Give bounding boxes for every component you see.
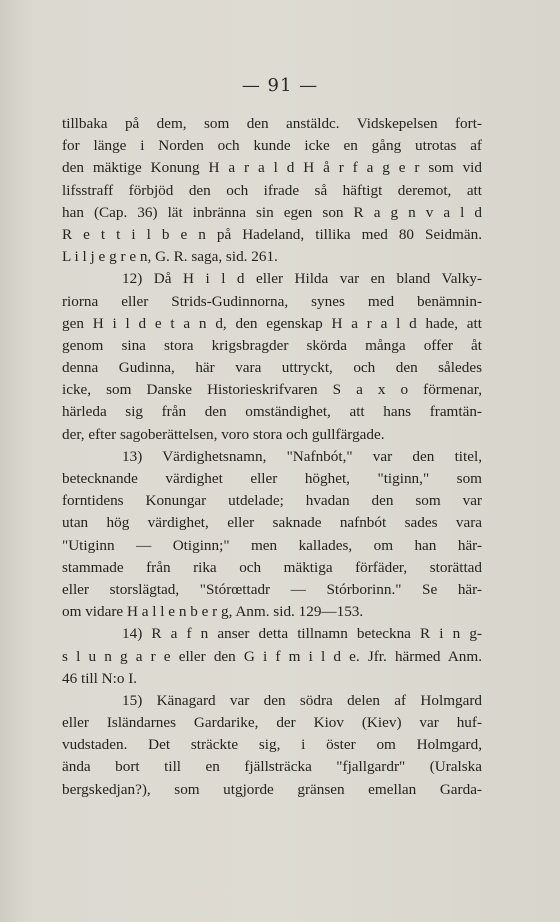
text-line: den mäktige Konung H a r a l d H å r f a g e r som vid xyxy=(62,159,482,177)
note-13-first-line: 13) Värdighetsnamn, "Nafnbót," var den titel, xyxy=(122,447,482,465)
text-line: vudstaden. Det sträckte sig, i öster om Holmgard, xyxy=(62,736,482,754)
text-line: der, efter sagoberättelsen, voro stora och gullfärgade. xyxy=(62,425,385,443)
text-line: lifsstraff förbjöd den och ifrade så häftigt deremot, att xyxy=(62,181,482,199)
text-line: 46 till N:o I. xyxy=(62,669,138,687)
text-line: om vidare H a l l e n b e r g, Anm. sid. 129—153. xyxy=(62,603,364,621)
text-line: forntidens Konungar utdelade; hvadan den som var xyxy=(62,492,482,510)
text-line: for länge i Norden och kunde icke en gång utrotas af xyxy=(62,137,482,155)
text-line: s l u n g a r e eller den G i f m i l d e. Jfr. härmed Anm. xyxy=(62,647,482,665)
text-line: härleda sig från den omständighet, att hans framtän- xyxy=(62,403,482,421)
text-line: "Utiginn — Otiginn;" men kallades, om han här- xyxy=(62,536,482,554)
note-12-first-line: 12) Då H i l d eller Hilda var en bland Valky- xyxy=(122,270,482,288)
page-number: — 91 — xyxy=(241,75,319,96)
text-line: denna Gudinna, här vara uttryckt, och den således xyxy=(62,359,482,377)
text-line: genom sina stora krigsbragder skörda många offer åt xyxy=(62,336,482,354)
text-line: icke, som Danske Historieskrifvaren S a x o förmenar, xyxy=(62,381,482,399)
note-14-first-line: 14) R a f n anser detta tillnamn betecknа R i n g- xyxy=(122,625,482,643)
text-line: R e t t i l b e n på Hadeland, tillika med 80 Seidmän. xyxy=(62,225,482,243)
text-line: betecknande värdighet eller höghet, "tiginn," som xyxy=(62,470,482,487)
text-line: bergskedjan?), som utgjorde gränsen emellan Garda- xyxy=(62,780,482,798)
text-line: stammade från rika och mäktiga förfäder, storättad xyxy=(62,558,482,576)
text-line: eller Isländarnes Gardarike, der Kiov (Kiev) var huf- xyxy=(62,714,482,732)
text-line: riorna eller Strids-Gudinnorna, synes med benämnin- xyxy=(62,292,482,310)
text-line: eller storslägtad, "Stórœttadr — Stórborinn." Se här- xyxy=(62,580,482,598)
text-line: utan hög värdighet, eller saknade nafnbót sades vara xyxy=(62,514,482,532)
text-line: tillbaka på dem, som den anstäldc. Vidskepelsen fort- xyxy=(62,115,482,132)
page-text xyxy=(62,113,482,801)
text-line: ända bort till en fjällsträcka "fjallgardr" (Uralska xyxy=(62,758,482,776)
note-15-first-line: 15) Känagard var den södra delen af Holmgard xyxy=(122,691,482,709)
text-line: L i l j e g r e n, G. R. saga, sid. 261. xyxy=(62,248,278,266)
text-line: gen H i l d e t a n d, den egenskap H a r a l d hade, att xyxy=(62,314,482,332)
text-line: han (Cap. 36) lät inbränna sin egen son R a g n v a l d xyxy=(62,203,482,221)
